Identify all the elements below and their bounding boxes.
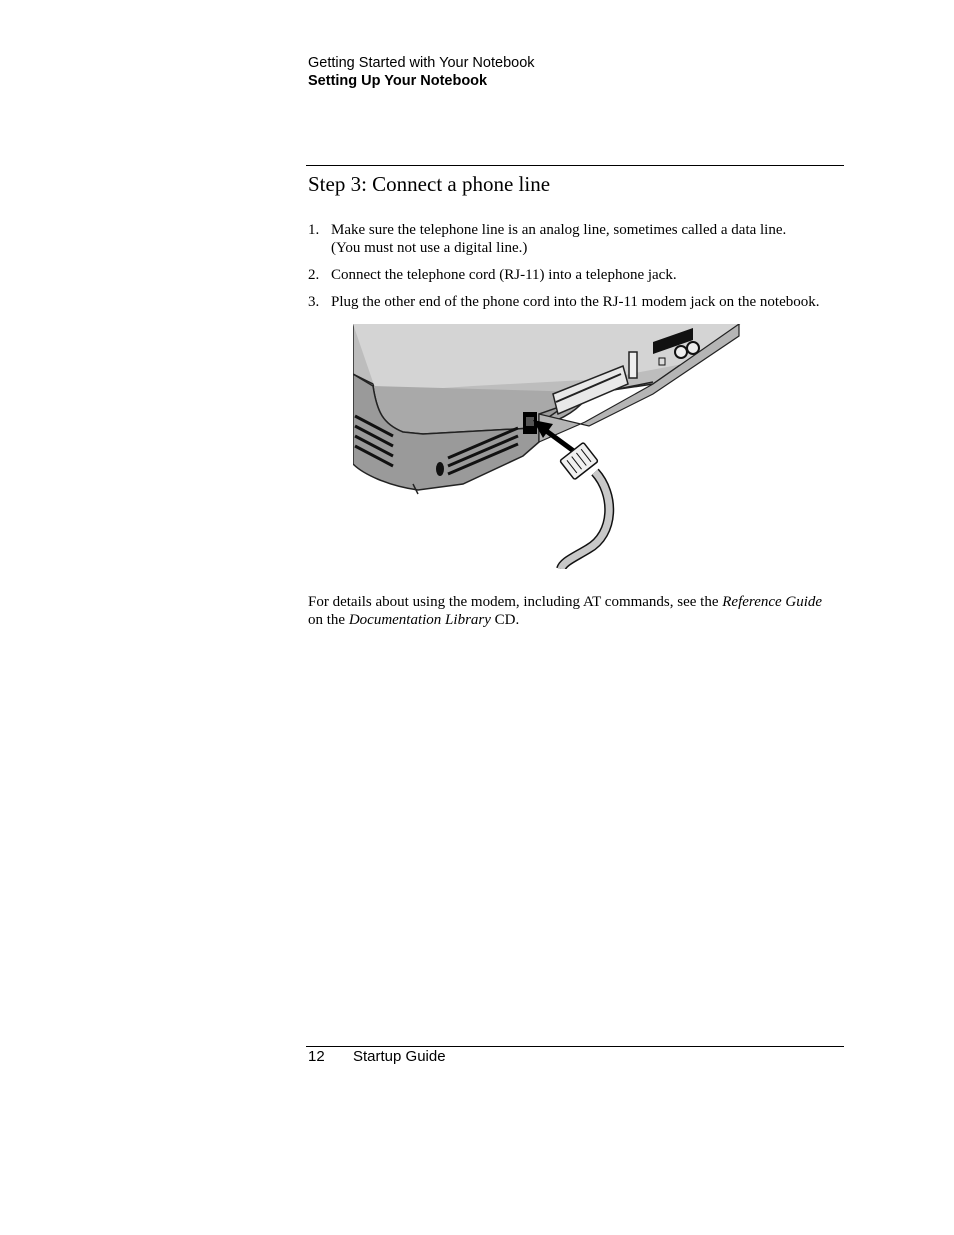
notebook-modem-jack-illustration	[353, 324, 743, 569]
page-title: Step 3: Connect a phone line	[308, 172, 551, 196]
step-number: 3.	[308, 294, 320, 310]
top-rule	[306, 165, 844, 166]
running-header-chapter: Getting Started with Your Notebook	[308, 55, 535, 71]
step-text-line: (You must not use a digital line.)	[331, 240, 528, 256]
details-paragraph	[308, 593, 828, 629]
running-header-section: Setting Up Your Notebook	[308, 73, 488, 89]
details-text: on the	[308, 612, 349, 628]
step-text: Connect the telephone cord (RJ-11) into a telephone jack.	[331, 267, 677, 283]
step-text	[331, 221, 851, 257]
footer-title: Startup Guide	[353, 1048, 446, 1065]
details-text: For details about using the modem, including AT commands, see the	[308, 594, 723, 610]
details-text: CD.	[490, 612, 520, 628]
step-text: Plug the other end of the phone cord into the RJ-11 modem jack on the notebook.	[331, 294, 820, 310]
page-number: 12	[308, 1048, 325, 1065]
reference-guide-title: Reference Guide	[722, 594, 823, 610]
step-text-line: Make sure the telephone line is an analog line, sometimes called a data line.	[331, 222, 787, 238]
step-number: 1.	[308, 222, 320, 238]
bottom-rule	[306, 1046, 844, 1047]
step-number: 2.	[308, 267, 320, 283]
documentation-library-title: Documentation Library	[348, 612, 491, 628]
